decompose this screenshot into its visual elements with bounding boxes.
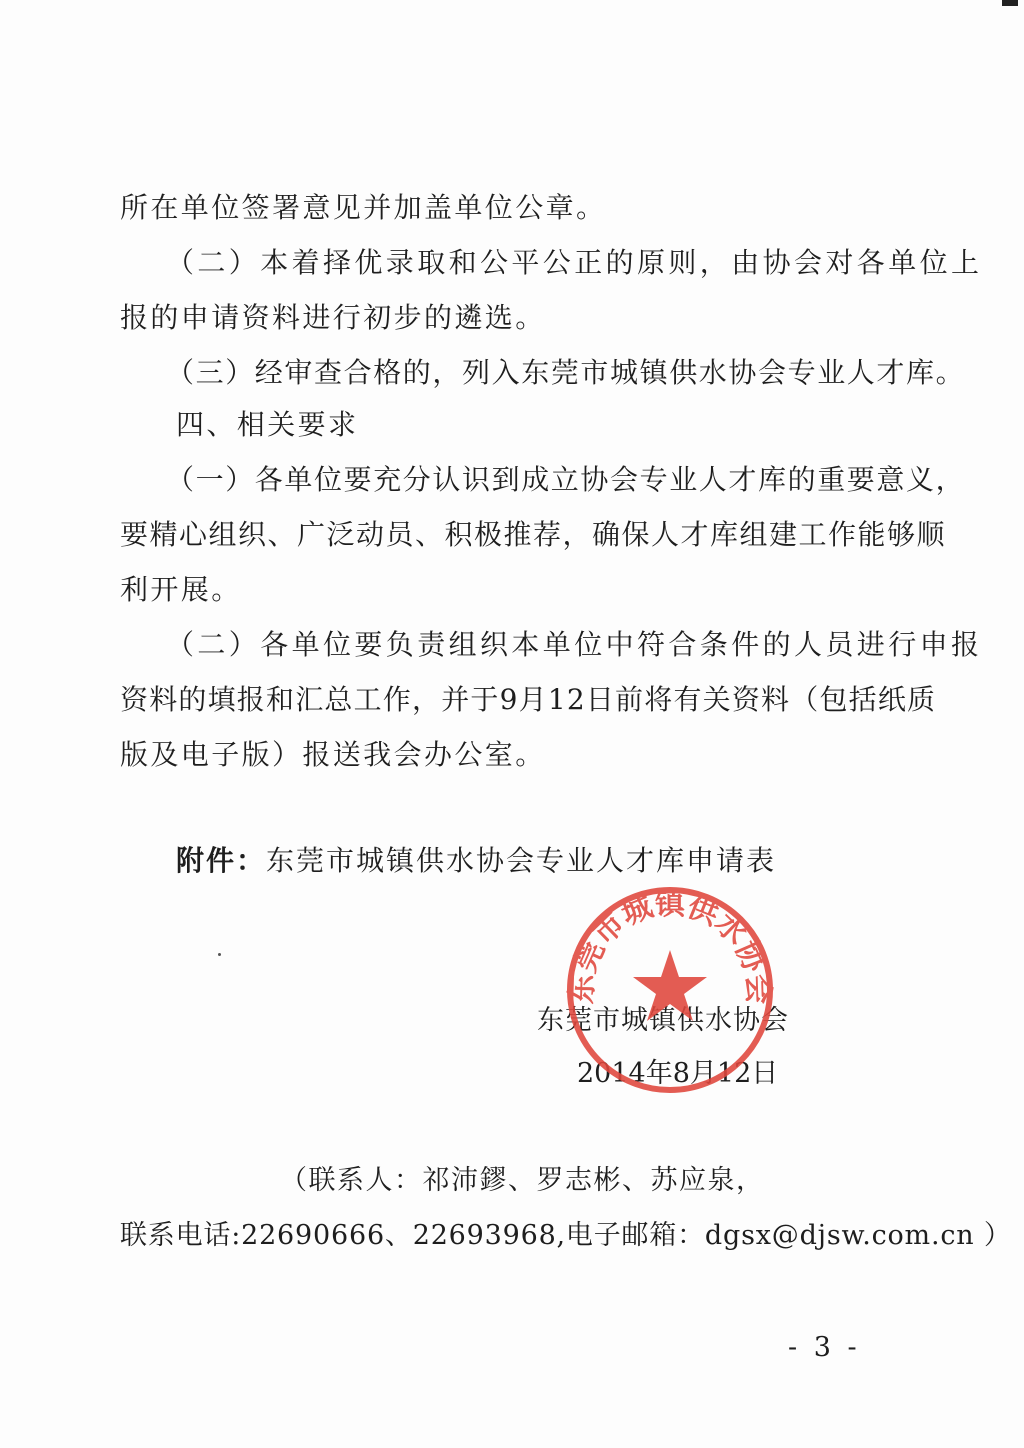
paragraph-line-11: 版及电子版）报送我会办公室。 [120, 738, 546, 771]
attachment-line [176, 843, 776, 879]
page-number: - 3 - [788, 1332, 861, 1363]
paragraph-line-8: 利开展。 [120, 573, 242, 606]
scan-speck [218, 953, 221, 956]
paragraph-line-9: （二）各单位要负责组织本单位中符合条件的人员进行申报 [166, 628, 983, 661]
paragraph-line-7: 要精心组织、广泛动员、积极推荐，确保人才库组建工作能够顺 [120, 518, 947, 551]
contact-people: （联系人：祁沛鏐、罗志彬、苏应泉， [280, 1165, 765, 1196]
paragraph-line-3: 报的申请资料进行初步的遴选。 [120, 301, 546, 334]
attachment-label: 附件： [176, 844, 267, 877]
scan-corner-mark [1002, 0, 1018, 6]
paragraph-line-1: 所在单位签署意见并加盖单位公章。 [120, 191, 607, 224]
seal-star-icon [633, 950, 707, 1021]
signature-organization: 东莞市城镇供水协会 [537, 1005, 789, 1036]
paragraph-line-6: （一）各单位要充分认识到成立协会专业人才库的重要意义， [166, 463, 966, 496]
contact-phone-email: 联系电话:22690666、22693968,电子邮箱：dgsx@djsw.com.cn ） [120, 1220, 1012, 1251]
signature-date: 2014年8月12日 [577, 1058, 779, 1089]
attachment-title: 东莞市城镇供水协会专业人才库申请表 [266, 844, 777, 877]
section-heading: 四、相关要求 [176, 408, 359, 441]
seal-text: 东莞市城镇供水协会 [565, 886, 775, 1005]
paragraph-line-4: （三）经审查合格的，列入东莞市城镇供水协会专业人才库。 [166, 356, 966, 389]
paragraph-line-2: （二）本着择优录取和公平公正的原则，由协会对各单位上 [166, 246, 983, 279]
official-seal [565, 885, 775, 1095]
paragraph-line-10: 资料的填报和汇总工作，并于9月12日前将有关资料（包括纸质 [120, 683, 937, 716]
